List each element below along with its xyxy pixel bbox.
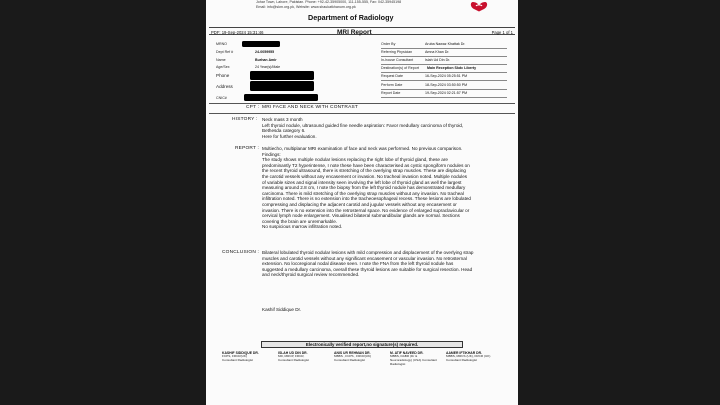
report-line: measuring around 2.8 cm, I note the biopsy from the left thyroid nodule has demonstrated medullary [262, 185, 466, 191]
referring-label: Referring Physician [381, 50, 413, 54]
report-date-label: Report Date [381, 91, 401, 95]
report-line: The study shows multiple nodular lesions replacing the right lobe of thyroid gland, these are [262, 157, 448, 163]
report-line: the carotid vessels without any encasement or invasion. No tracheal invasion noted. Multiple nodules [262, 173, 468, 179]
referring-value: Amna Khan Dr. [425, 50, 450, 54]
report-line: of variable sizes and signal intensity seen involving the left lobe of thyroid gland as well the largest [262, 179, 462, 185]
signatory-credentials: MD, MRCP, FRCR, [278, 354, 305, 358]
report-line: cervical lymph node enlargement. Visualised bilateral submandibular glands are normal. Sections [262, 213, 460, 219]
phone-label: Phone [216, 73, 230, 78]
signatory-credentials: MBBS, DABR (Dr & [390, 354, 418, 358]
report-line: invasion. There is no extension into the retrosternal space. No evidence of enlarged supraclavicular or [262, 207, 470, 213]
address-line: Johar Town, Lahore, Pakistan. Phone: +92-42-35905000, 111-155-555, Fax: 042-35945198 [256, 0, 402, 4]
history-text [262, 117, 463, 139]
report-line: predominantly T2 hyperintense, I note these have been characterised as cystic spongiform nodules on [262, 162, 470, 168]
report-title: MRI Report [337, 28, 372, 36]
order-by-label: Order By [381, 42, 396, 46]
patient-name: Burhan Amir [255, 58, 277, 62]
signing-radiologist: Kashif Siddique Dr. [262, 307, 302, 312]
signatory-name: KASHIF SIDDIQUE DR. [222, 351, 259, 355]
cnic-redacted [244, 94, 318, 101]
conclusion-text [262, 250, 473, 278]
signatory-role: Consultant Radiologist [446, 357, 477, 362]
signatory-name: M. ATIF NAVEED DR. [390, 351, 424, 355]
conclusion-line: and neck/thyroid surgical review recommended. [262, 272, 360, 278]
report-line: compressing and displacing the adjacent carotid and jugular vessels without any encasement or [262, 201, 457, 207]
report-line: Multiecho, multiplanar MRI examination of face and neck was performed. No previous comparison. [262, 146, 463, 151]
signatory-role: Consultant Radiologist [278, 357, 309, 362]
phone-redacted [250, 71, 314, 80]
request-date-value: 16-Sep-2024 05:25:51 PM [425, 74, 468, 78]
cpt-label: CPT : [246, 105, 260, 110]
signatory-credentials: MBBS, MRCS (UK), FRCR (UK) [446, 354, 491, 358]
signatory-name: ANIS UR REHMAN DR. [334, 351, 371, 355]
destination-label: Destination(s) of Report [381, 66, 419, 70]
report-page [206, 0, 518, 405]
consultant-label: In-house Consultant [381, 58, 414, 62]
deptref-label: Dept Ref # [216, 50, 234, 54]
signatory-credentials: FCPS, FRCR(UK) [222, 354, 247, 358]
conclusion-line: extension. No locoregional nodal disease seen. I note the FNA from the left thyroid nodule has [262, 261, 454, 267]
history-line: Neck mass 3 month [262, 117, 303, 122]
consultant-value: Islah Ud Din Dr. [425, 58, 451, 62]
conclusion-line: muscles and carotid vessels without any significant encasement or vascular invasion. No retrosternal [262, 255, 467, 261]
report-text [262, 146, 471, 230]
hospital-logo-icon [468, 0, 490, 12]
report-line: carcinoma. There is mild stretching of the overlying strap muscles without any invasion. No tracheal [262, 190, 464, 196]
history-line: Bethesda category 6. [262, 128, 306, 134]
department-title: Department of Radiology [308, 13, 394, 22]
verified-banner: Electronically verified report,no signature(s) required. [261, 341, 463, 348]
agesex-value: 24 Year(s)/Male [255, 65, 281, 69]
address-label: Address [216, 84, 233, 89]
mrno-label: MRNO [216, 42, 227, 46]
destination-value: Main Reception Skdc Liberty [427, 66, 477, 70]
perform-date-value: 18-Sep-2024 03:50:50 PM [425, 83, 468, 87]
report-line: infiltration noted. There is no extension into the tracheoesophageal recess. These lesions are lobulated [262, 196, 471, 202]
signature-block [334, 351, 392, 363]
agesex-label: Age/Sex [216, 65, 230, 69]
mrno-redacted [242, 41, 280, 47]
conclusion-line: Bilateral lobulated thyroid nodular lesions with mild compression and displacement of the overlying strap [262, 250, 474, 255]
report-line: covering the brain are unremarkable. [262, 218, 338, 224]
signatory-role: Neuroradiology) (USA) Consultant Radiologist [390, 357, 437, 366]
signature-block [222, 351, 280, 363]
page-info: Page 1 of 1 [491, 30, 513, 35]
deptref-value: 24-0059955 [255, 50, 275, 54]
order-by-value: Aruba Nawaz Khattak Dr. [425, 42, 466, 46]
cnic-label: CNIC# [216, 96, 227, 100]
signature-block [390, 351, 448, 367]
perform-date-label: Perform Date [381, 83, 403, 87]
signatory-name: ISLAH UD DIN DR. [278, 351, 308, 355]
signature-block [446, 351, 512, 363]
history-label: HISTORY : [232, 117, 258, 122]
address-redacted [250, 81, 314, 91]
signatory-name: AAMER IFTIKHAR DR. [446, 351, 482, 355]
pdf-timestamp: PDF: 19-Sep-2024 15:31:46 [211, 30, 264, 35]
signatory-credentials: MBBS , FCPS , FRCR(UK) [334, 354, 372, 358]
report-label: REPORT : [235, 146, 260, 151]
signature-block [278, 351, 336, 363]
request-date-label: Request Date [381, 74, 403, 78]
conclusion-line: suggested a medullary carcinoma, overall these thyroid lesions are suitable for surgical resection. Head [262, 266, 473, 272]
report-date-value: 19-Sep-2024 02:21:57 PM [425, 91, 468, 95]
report-header-bar [209, 27, 515, 35]
history-line: Here for further evaluation. [262, 133, 317, 139]
report-line: Findings: [262, 151, 281, 157]
history-line: Left thyroid nodule, ultrasound guided fine needle aspiration: Favor medullary carcinoma of thyroid, [262, 122, 464, 128]
report-line: the recent thyroid ultrasound, there is stretching of the overlying strap muscles. These are displacing [262, 168, 466, 174]
conclusion-label: CONCLUSION : [222, 250, 260, 255]
signatory-role: Consultant Radiologist [334, 357, 365, 362]
cpt-value: MRI FACE AND NECK WITH CONTRAST [262, 105, 359, 110]
contact-line: Email: info@skm.org.pk, Website: www.shaukatkhanum.org.pk [256, 4, 356, 9]
signatory-role: Consultant Radiologist [222, 357, 253, 362]
name-label: Name [216, 58, 226, 62]
report-line: No suspicious marrow infiltration noted. [262, 224, 343, 230]
